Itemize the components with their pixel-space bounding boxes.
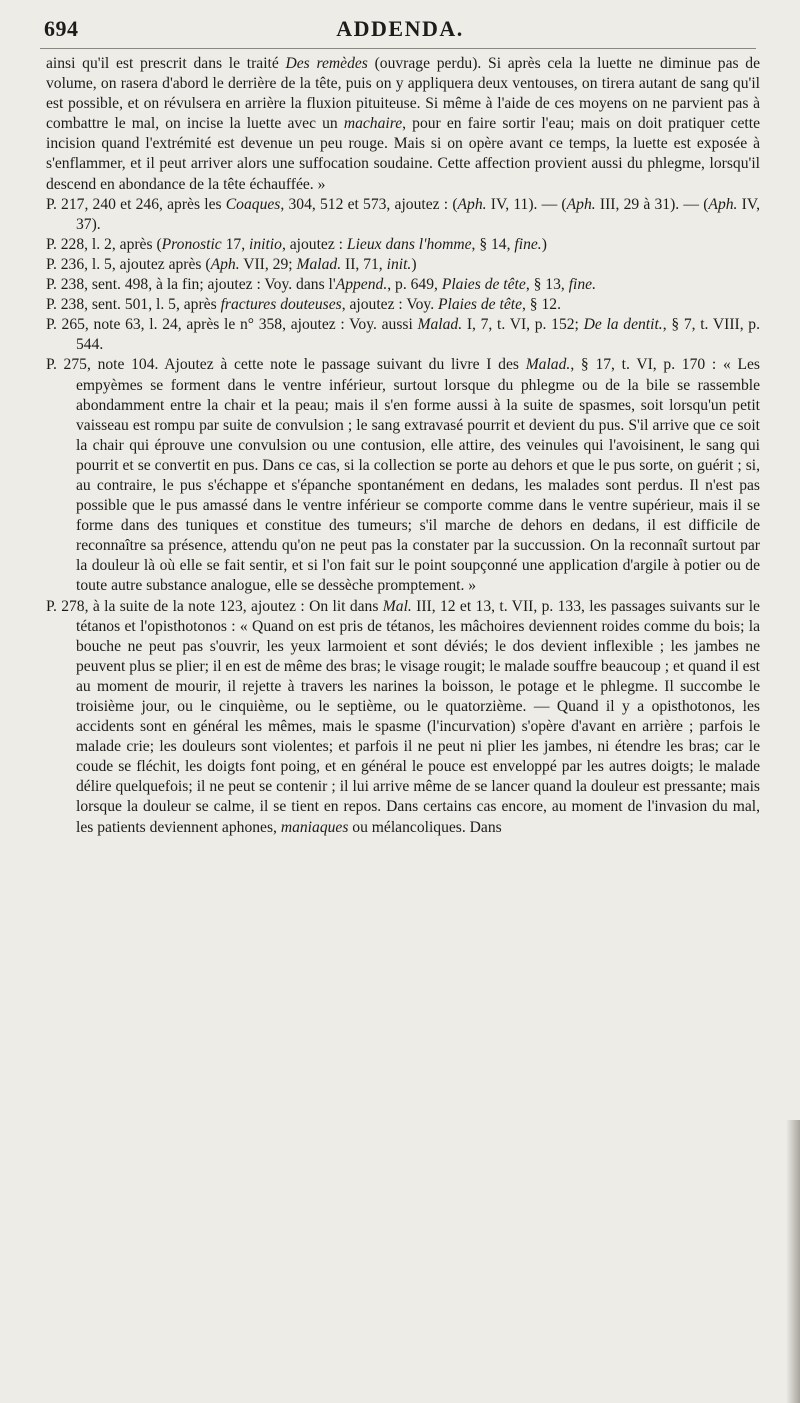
text-run: III, 29 à 31). — ( xyxy=(595,195,709,213)
italic-text: machaire xyxy=(343,115,403,133)
italic-text: Pronostic xyxy=(161,235,222,253)
italic-text: Plaies de tête xyxy=(438,296,522,314)
text-run: P. 228, l. 2, après ( xyxy=(46,235,162,253)
text-run: III, 12 et 13, t. VII, p. 133, les passages suivants sur le tétanos et l'opisthotonos : « Quand on est pris de tétanos, les mâchoires deviennent roides comme du bois; la bouche ne peut pas s'ouvrir, les yeux larmoient et sont déviés; le dos devient inflexible ; les jambes ne peuvent plus se plier; il en est de même des bras; le visage rougit; le malade souffre beaucoup ; et quand il est au moment de mourir, il rejette à travers les narines la boisson, le potage et le phlegme. Il succombe le troisième jour, ou le cinquième, ou le septième, ou le quatorzième. — Quand il y a opisthotonos, les accidents sont en général les mêmes, mais le spasme (l'incurvation) s'opère d'avant en arrière ; parfois le malade crie; les douleurs sont violentes; et parfois il ne peut ni plier les jambes, ni étendre les bras; car le coude se fléchit, les doigts font poing, et en général le pouce est enveloppé par les autres doigts; le malade délire quelquefois; il ne peut se contenir ; il lui arrive même de se lancer quand la douleur est pressante; mais lorsque la douleur se calme, il se tient en repos. Dans certains cas encore, au moment de l'invasion du mal, les patients deviennent aphones, xyxy=(76,597,760,836)
text-run: I, 7, t. VI, p. 152; xyxy=(462,316,584,334)
header-rule xyxy=(40,48,756,49)
text-run: P. 236, l. 5, ajoutez après ( xyxy=(46,255,211,273)
text-run: P. 217, 240 et 246, après les xyxy=(46,195,226,213)
italic-text: De la dentit. xyxy=(583,316,663,334)
page-edge-shadow xyxy=(786,1120,800,1403)
text-run: VII, 29; xyxy=(239,255,297,273)
text-run: , § 17, t. VI, p. 170 : « Les empyèmes se forment dans le ventre inférieur, surtout lorsque du phlegme ou de la bile se rassemble abondamment entre la chair et la peau; mais il s'en forme aussi à la suite de spasmes, soit lorsqu'un petit vaisseau est rompu par suite de convulsion ; le sang extravasé pourrit et devient du pus. S'il arrive que ce soit la chair qui éprouve une convulsion ou une contusion, elle attire, des veinules qui l'avoisinent, le sang qui pourrit et se convertit en pus. Dans ce cas, si la collection se porte au dehors et que le pus sorte, on guérit ; si, au contraire, le pus s'échappe et s'épanche spontanément en dedans, les malades sont perdus. Il n'est pas possible que le pus amassé dans le ventre inférieur se comporte comme dans le ventre supérieur, mais il se forme dans des tuniques et constitue des tumeurs; s'il marche de dehors en dedans, il est difficile de reconnaître sa présence, attendu qu'on ne peut pas la constater par la succussion. On la reconnaît surtout par la douleur là où elle se fait sentir, et si l'on fait sur le point soupçonné une application d'argile à potier ou de toute autre substance analogue, elle se dessèche promptement. » xyxy=(76,356,760,595)
italic-text: Malad. xyxy=(525,356,571,374)
italic-text: Des remèdes xyxy=(285,55,368,72)
italic-text: Aph. xyxy=(566,195,596,213)
text-run: ) xyxy=(541,235,547,253)
text-run: P. 265, note 63, l. 24, après le n° 358, ajoutez : Voy. aussi xyxy=(46,316,418,334)
addenda-entry xyxy=(46,235,760,255)
italic-text: Plaies de tête xyxy=(441,276,526,294)
running-title: ADDENDA. xyxy=(336,16,464,41)
text-run: , 304, 512 et 573, ajoutez : ( xyxy=(280,195,458,213)
text-run: , § 12. xyxy=(522,296,561,314)
text-run: ) xyxy=(411,255,417,273)
text-run: , ajoutez : xyxy=(281,235,347,253)
italic-text: Append. xyxy=(335,276,388,294)
italic-text: initio xyxy=(249,235,282,253)
addenda-entry xyxy=(46,315,760,355)
page-number: 694 xyxy=(44,16,79,41)
text-run: , p. 649, xyxy=(387,276,442,294)
text-run: , § 13, xyxy=(525,276,569,294)
italic-text: Coaques xyxy=(225,195,281,213)
italic-text: Aph. xyxy=(457,195,487,213)
text-run: ainsi qu'il est prescrit dans le traité xyxy=(46,55,286,72)
italic-text: init. xyxy=(386,255,412,273)
text-run: P. 238, sent. 498, à la fin; ajoutez : Voy. dans l' xyxy=(46,276,336,294)
text-run: , § 7, t. VIII, p. 544. xyxy=(76,316,761,354)
italic-text: Aph. xyxy=(210,255,240,273)
italic-text: fine. xyxy=(514,235,542,253)
text-run: 17, xyxy=(221,235,250,253)
text-run: , pour en faire sortir l'eau; mais on doit pratiquer cette incision quand l'extrémité est devenue un peu rouge. Mais si on opère avant ce temps, la luette est exposée à s'enflammer, et il peut arriver alors une suffocation soudaine. Cette affection provient aussi du phlegme, lorsqu'il descend en abondance de la tête échauffée. » xyxy=(46,115,760,193)
text-run: (ouvrage perdu). Si après cela la luette ne diminue pas de volume, on rasera d'abord le derrière de la tête, puis on y appliquera deux ventouses, on tirera autant de sang qu'il est possible, et on révulsera en arrière la fluxion pituiteuse. Si même à l'aide de ces moyens on ne parvient pas à combattre le mal, on incise la luette avec un xyxy=(46,55,760,133)
text-run: , ajoutez : Voy. xyxy=(341,296,438,314)
italic-text: Malad. xyxy=(417,316,463,334)
text-run: IV, 37). xyxy=(76,195,761,233)
italic-text: maniaques xyxy=(280,818,349,836)
text-run: , § 14, xyxy=(471,235,515,253)
text-run: IV, 11). — ( xyxy=(486,195,567,213)
addenda-entry xyxy=(46,275,760,295)
italic-text: fractures douteuses xyxy=(220,296,342,314)
text-run: P. 275, note 104. Ajoutez à cette note le passage suivant du livre I des xyxy=(46,356,526,374)
addenda-entries xyxy=(46,195,760,838)
addenda-entry xyxy=(46,195,760,235)
page-header xyxy=(0,0,800,54)
body-text xyxy=(46,54,760,838)
italic-text: Aph. xyxy=(708,195,738,213)
text-run: P. 278, à la suite de la note 123, ajoutez : On lit dans xyxy=(46,597,383,615)
italic-text: Mal. xyxy=(382,597,412,615)
italic-text: Lieux dans l'homme xyxy=(346,235,472,253)
italic-text: fine. xyxy=(568,276,596,294)
addenda-entry xyxy=(46,255,760,275)
text-run: II, 71, xyxy=(341,255,387,273)
addenda-entry xyxy=(46,355,760,596)
continuation-paragraph xyxy=(46,54,760,195)
text-run: ou mélancoliques. Dans xyxy=(348,818,502,836)
addenda-entry xyxy=(46,597,760,838)
text-run: P. 238, sent. 501, l. 5, après xyxy=(46,296,221,314)
addenda-entry xyxy=(46,295,760,315)
italic-text: Malad. xyxy=(296,255,342,273)
